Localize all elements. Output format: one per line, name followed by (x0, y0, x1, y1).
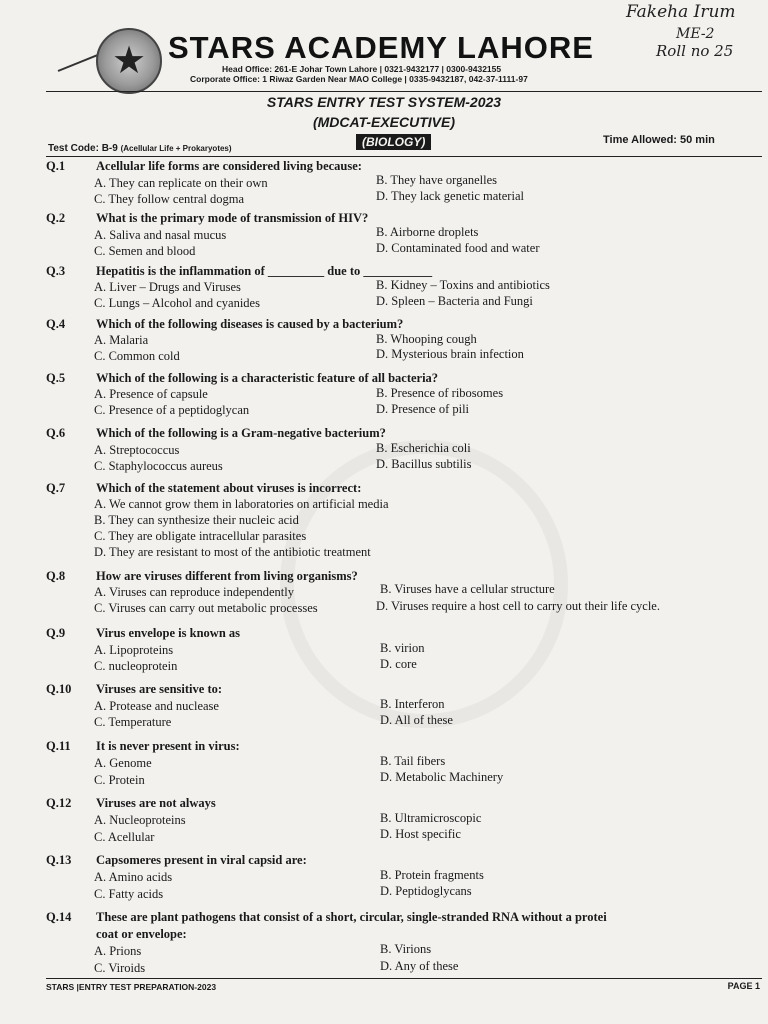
option-b: B. Escherichia coli (376, 441, 471, 455)
question-13 (46, 852, 762, 900)
question-4 (46, 316, 762, 364)
option-d: D. Spleen – Bacteria and Fungi (376, 294, 533, 308)
page-number: PAGE 1 (727, 981, 760, 991)
option-d: D. core (380, 657, 417, 671)
question-number: Q.3 (46, 264, 66, 278)
exam-subtitle: (MDCAT-EXECUTIVE) (312, 114, 456, 130)
option-a: A. Protease and nuclease (94, 699, 219, 713)
question-number: Q.7 (46, 481, 66, 495)
question-number: Q.12 (46, 796, 72, 810)
option-b: B. Virions (380, 942, 432, 956)
option-a: A. They can replicate on their own (94, 176, 268, 190)
corporate-office: Corporate Office: 1 Riwaz Garden Near MAO College | 0335-9432187, 042-37-1111-97 (190, 74, 528, 84)
question-number: Q.14 (46, 910, 72, 924)
option-d: D. Peptidoglycans (380, 884, 472, 898)
option-b: B. Viruses have a cellular structure (380, 582, 555, 596)
option-b: B. Interferon (380, 697, 445, 711)
question-2 (46, 210, 762, 258)
option-d: D. Metabolic Machinery (380, 770, 504, 784)
option-c: C. nucleoprotein (94, 659, 178, 673)
question-6 (46, 425, 762, 473)
question-11 (46, 738, 762, 786)
footer-title: STARS |ENTRY TEST PREPARATION-2023 (46, 982, 217, 992)
option-b: B. virion (380, 641, 425, 655)
option-d: D. Any of these (380, 959, 459, 973)
option-d: D. Mysterious brain infection (376, 347, 524, 361)
question-number: Q.8 (46, 569, 66, 583)
question-text: Virus envelope is known as (96, 626, 241, 640)
question-text: Hepatitis is the inflammation of _________ due to ___________ (96, 264, 433, 278)
question-number: Q.5 (46, 371, 66, 385)
option-b: B. Whooping cough (376, 332, 477, 346)
option-b: B. Ultramicroscopic (380, 811, 482, 825)
question-text-continued: coat or envelope: (96, 927, 187, 941)
option-c: C. Common cold (94, 349, 180, 363)
option-d: D. Contaminated food and water (376, 241, 540, 255)
option-c: C. Viroids (94, 961, 146, 975)
option-a: A. Presence of capsule (94, 387, 208, 401)
option-c: C. Acellular (94, 830, 155, 844)
option-d: D. They lack genetic material (376, 189, 524, 203)
option-c: C. Temperature (94, 715, 172, 729)
test-code-note: (Acellular Life + Prokaryotes) (120, 144, 232, 153)
question-number: Q.9 (46, 626, 66, 640)
handwritten-class: ME-2 (676, 26, 715, 42)
star-icon: ★ (111, 40, 147, 82)
option-a: A. We cannot grow them in laboratories on artificial media (94, 497, 389, 511)
option-a: A. Saliva and nasal mucus (94, 228, 227, 242)
option-d: D. All of these (380, 713, 453, 727)
option-d: D. Bacillus subtilis (376, 457, 472, 471)
question-text: Viruses are sensitive to: (96, 682, 223, 696)
footer-rule (46, 978, 762, 979)
question-number: Q.10 (46, 682, 72, 696)
question-text: It is never present in virus: (96, 739, 240, 753)
question-14 (46, 909, 762, 975)
question-9 (46, 625, 762, 673)
option-c: C. They follow central dogma (94, 192, 245, 206)
header-rule (46, 91, 762, 92)
question-1 (46, 158, 762, 206)
question-text: These are plant pathogens that consist of a short, circular, single-stranded RNA without a protei (96, 910, 607, 924)
handwritten-name: Fakeha Irum (626, 2, 736, 22)
entry-test-title: STARS ENTRY TEST SYSTEM-2023 (266, 94, 502, 110)
question-text: What is the primary mode of transmission of HIV? (96, 211, 369, 225)
question-text: Which of the following is a Gram-negative bacterium? (96, 426, 386, 440)
question-8 (46, 568, 762, 616)
time-allowed: Time Allowed: 50 min (603, 134, 715, 146)
academy-logo (96, 28, 162, 94)
academy-name: STARS ACADEMY LAHORE (168, 30, 594, 65)
question-10 (46, 681, 762, 729)
option-a: A. Malaria (94, 333, 149, 347)
option-c: C. Protein (94, 773, 145, 787)
question-text: How are viruses different from living organisms? (96, 569, 358, 583)
question-text: Capsomeres present in viral capsid are: (96, 853, 307, 867)
option-b: B. Protein fragments (380, 868, 484, 882)
option-d: D. They are resistant to most of the antibiotic treatment (94, 545, 371, 559)
option-c: C. Semen and blood (94, 244, 196, 258)
option-a: A. Viruses can reproduce independently (94, 585, 294, 599)
question-number: Q.1 (46, 159, 66, 173)
option-a: A. Streptococcus (94, 443, 180, 457)
question-text: Acellular life forms are considered living because: (96, 159, 362, 173)
option-d: D. Presence of pili (376, 402, 470, 416)
question-text: Which of the statement about viruses is incorrect: (96, 481, 362, 495)
question-text: Viruses are not always (96, 796, 216, 810)
subject-badge: (BIOLOGY) (356, 134, 431, 150)
question-7 (46, 480, 762, 562)
head-office: Head Office: 261-E Johar Town Lahore | 0321-9432177 | 0300-9432155 (222, 64, 502, 74)
option-b: B. They have organelles (376, 173, 498, 187)
question-5 (46, 370, 762, 418)
option-c: C. They are obligate intracellular parasites (94, 529, 307, 543)
test-code-label: Test Code: B-9 (48, 143, 118, 154)
option-b: B. Tail fibers (380, 754, 446, 768)
handwritten-roll: Roll no 25 (656, 42, 734, 60)
option-c: C. Presence of a peptidoglycan (94, 403, 250, 417)
option-b: B. They can synthesize their nucleic acid (94, 513, 299, 527)
question-number: Q.2 (46, 211, 66, 225)
option-c: C. Lungs – Alcohol and cyanides (94, 296, 260, 310)
question-12 (46, 795, 762, 843)
option-a: A. Amino acids (94, 870, 173, 884)
option-b: B. Airborne droplets (376, 225, 479, 239)
option-d: D. Host specific (380, 827, 461, 841)
option-c: C. Fatty acids (94, 887, 164, 901)
question-number: Q.6 (46, 426, 66, 440)
option-a: A. Nucleoproteins (94, 813, 186, 827)
option-b: B. Kidney – Toxins and antibiotics (376, 278, 550, 292)
question-text: Which of the following diseases is caused by a bacterium? (96, 317, 404, 331)
option-a: A. Genome (94, 756, 152, 770)
test-code (48, 143, 232, 154)
option-c: C. Staphylococcus aureus (94, 459, 223, 473)
option-a: A. Lipoproteins (94, 643, 174, 657)
question-3 (46, 263, 762, 311)
question-number: Q.11 (46, 739, 71, 753)
option-a: A. Prions (94, 944, 142, 958)
question-number: Q.13 (46, 853, 72, 867)
question-number: Q.4 (46, 317, 66, 331)
option-a: A. Liver – Drugs and Viruses (94, 280, 241, 294)
option-c: C. Viruses can carry out metabolic processes (94, 601, 318, 615)
option-b: B. Presence of ribosomes (376, 386, 504, 400)
title-rule (46, 156, 762, 157)
option-d: D. Viruses require a host cell to carry out their life cycle. (376, 599, 660, 613)
question-text: Which of the following is a characteristic feature of all bacteria? (96, 371, 439, 385)
